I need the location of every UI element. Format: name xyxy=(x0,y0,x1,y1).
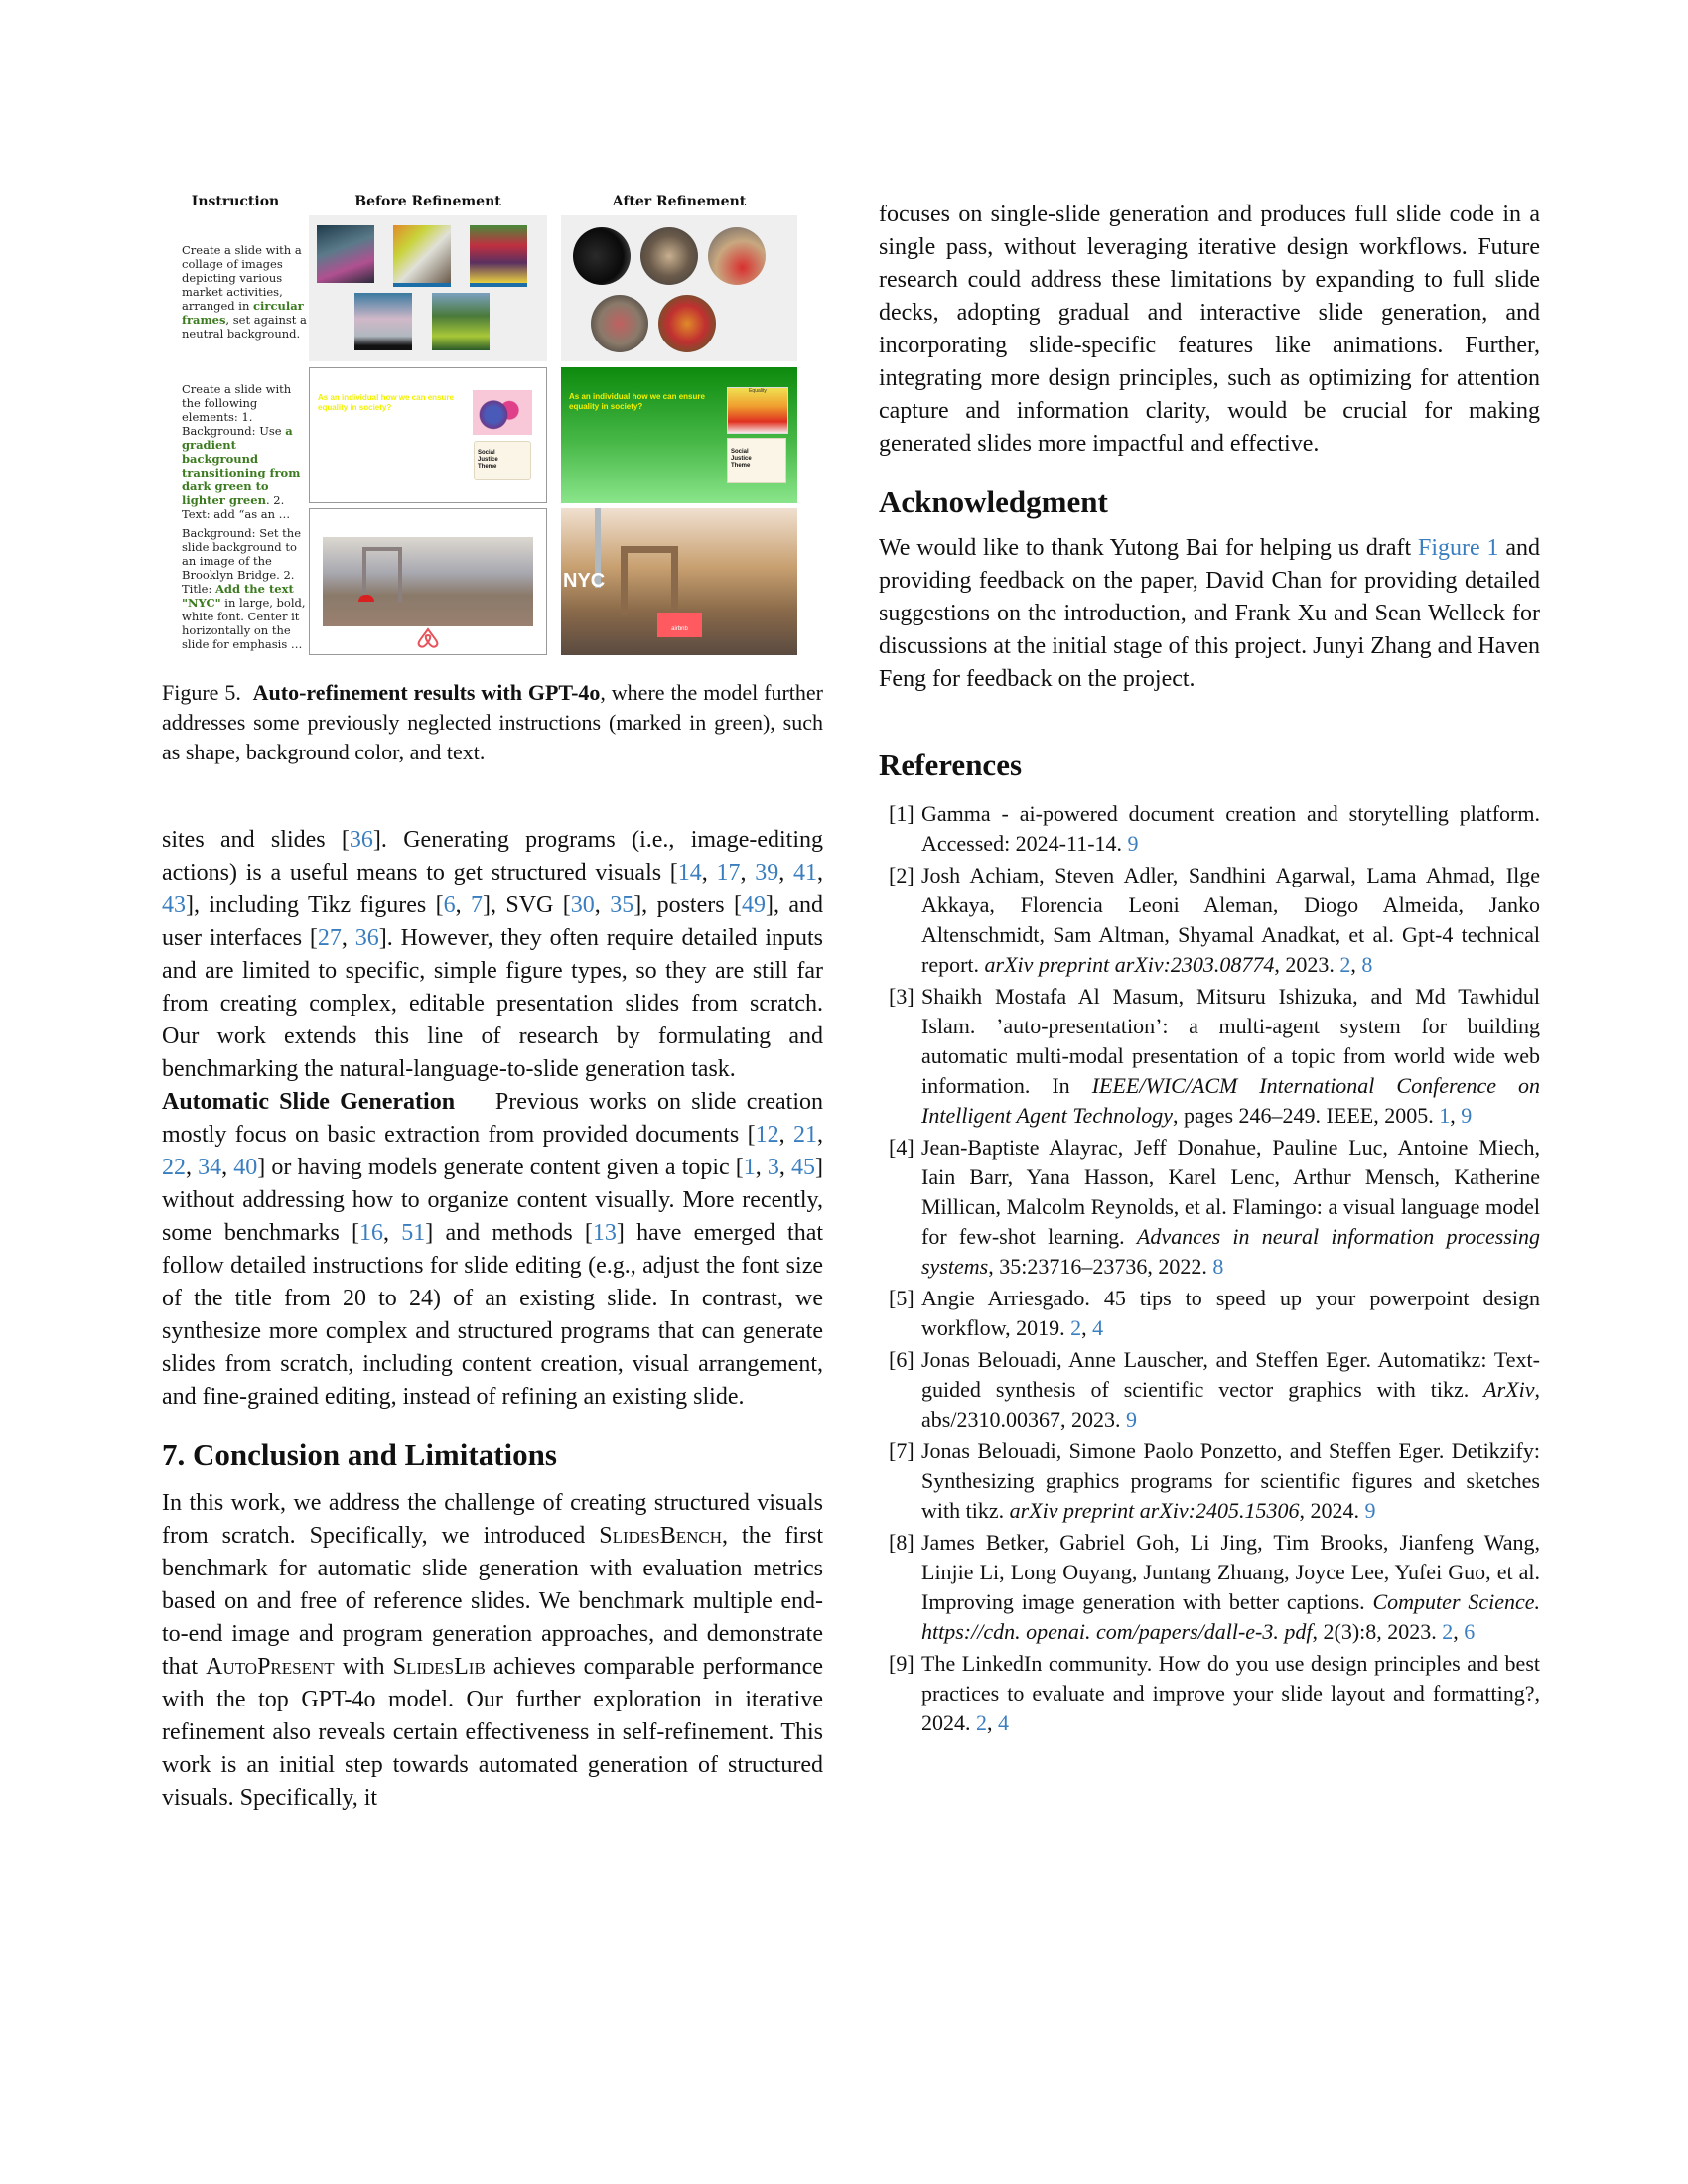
citation-link[interactable]: 49 xyxy=(741,892,766,918)
citation-link[interactable]: 14 xyxy=(677,860,702,886)
reference-number: [8] xyxy=(889,1530,914,1555)
reference-item: [9] The LinkedIn community. How do you use design principles and best practices to evaluate and improve your slide layout and formatting?, 2024. 2, 4 xyxy=(889,1651,1540,1735)
citation-link[interactable]: 40 xyxy=(233,1155,258,1180)
reference-item: [5] Angie Arriesgado. 45 tips to speed up your powerpoint design workflow, 2019. 2, 4 xyxy=(889,1286,1540,1340)
paragraph-conclusion: In this work, we address the challenge of creating structured visuals from scratch. Specifically, we introduced SlidesBench, the first benchmark for automatic slide generation with evaluation metrics based on and free of reference slides. We benchmark multiple end-to-end image and program generation approaches, and demonstrate that AutoPresent with SlidesLib achieves comparable performance with the top GPT-4o model. Our further exploration in iterative refinement also reveals certain effectiveness in self-refinement. This work is an initial step towards automated generation of structured visuals. Specifically, it xyxy=(162,1490,823,1811)
instruction-text: Background: Set the slide background to an image of the Brooklyn Bridge. 2. Title: xyxy=(182,526,301,596)
instruction-highlight: a gradient background transitioning from dark green to lighter green xyxy=(182,424,301,507)
reference-number: [4] xyxy=(889,1135,914,1160)
instruction-text: , set against a neutral background. xyxy=(182,313,307,341)
thumb-label: Social Justice Theme xyxy=(478,450,498,470)
figure-instruction-1 xyxy=(182,243,311,341)
market-photo xyxy=(354,293,412,350)
slide-before-equality xyxy=(309,367,547,503)
citation-link[interactable]: 9 xyxy=(1364,1498,1376,1523)
market-photo-circle xyxy=(658,295,716,352)
citation-link[interactable]: 7 xyxy=(470,892,483,918)
reference-number: [3] xyxy=(889,984,914,1009)
airbnb-logo-icon xyxy=(657,613,702,637)
citation-link[interactable]: 12 xyxy=(755,1122,779,1148)
citation-link[interactable]: 3 xyxy=(767,1155,779,1180)
market-photo xyxy=(432,293,490,350)
italic-text: arXiv preprint arXiv:2405.15306 xyxy=(1009,1498,1300,1523)
reference-number: [1] xyxy=(889,801,914,826)
figure-caption xyxy=(162,678,823,767)
citation-link[interactable]: 9 xyxy=(1461,1103,1473,1128)
citation-link[interactable]: 30 xyxy=(570,892,595,918)
paragraph-acknowledgment: We would like to thank Yutong Bai for helping us draft Figure 1 and providing feedback on the paper, David Chan for providing detailed suggestions on the introduction, and Frank Xu and Sean Welleck for discussions at the initial stage of this project. Junyi Zhang and Haven Feng for feedback on the project. xyxy=(879,535,1540,692)
citation-link[interactable]: 6 xyxy=(1464,1619,1476,1644)
reference-item: [6] Jonas Belouadi, Anne Lauscher, and Steffen Eger. Automatikz: Text-guided synthesis of scientific vector graphics with tikz. ArXiv, abs/2310.00367, 2023. 9 xyxy=(889,1347,1540,1432)
citation-link[interactable]: 6 xyxy=(443,892,456,918)
citation-link[interactable]: 2 xyxy=(976,1710,987,1735)
bridge-tower xyxy=(621,546,678,615)
caption-text: , where the model further addresses some previously neglected instructions (marked in green), such as shape, background color, and text. xyxy=(162,680,823,764)
citation-link[interactable]: 4 xyxy=(998,1710,1009,1735)
reference-item: [2] Josh Achiam, Steven Adler, Sandhini Agarwal, Lama Ahmad, Ilge Akkaya, Florencia Leoni Aleman, Diogo Almeida, Janko Altenschmidt, Sam Altman, Shyamal Anadkat, et al. Gpt-4 technical report. arXiv preprint arXiv:2303.08774, 2023. 2, 8 xyxy=(889,863,1540,977)
italic-text: Advances in neural information processing systems xyxy=(921,1224,1540,1279)
figure-header-instruction: Instruction xyxy=(191,194,280,209)
citation-link[interactable]: Figure 1 xyxy=(1417,535,1499,561)
citation-link[interactable]: 9 xyxy=(1127,831,1139,856)
acknowledgment-title: Acknowledgment xyxy=(879,484,1108,519)
reference-number: [6] xyxy=(889,1347,914,1372)
paragraph-heading: Automatic Slide Generation xyxy=(162,1089,456,1115)
slide-before-collage xyxy=(309,215,547,361)
instruction-text: in large, bold, white font. Center it horizontally on the slide for emphasis … xyxy=(182,596,306,651)
slide-after-collage xyxy=(561,215,797,361)
citation-link[interactable]: 2 xyxy=(1070,1315,1082,1340)
citation-link[interactable]: 4 xyxy=(1092,1315,1104,1340)
right-column xyxy=(879,199,1540,1740)
paragraph-body: Previous works on slide creation mostly focus on basic extraction from provided documents [12, 21, 22, 34, 40] or having models generate content given a topic [1, 3, 45] without addressing how to organize content visually. More recently, some benchmarks [16, 51] and methods [13] have emerged that follow detailed instructions for slide editing (e.g., adjust the font size of the title from 20 to 24) of an existing slide. In contrast, we synthesize more complex and structured programs that can generate slides from scratch, including content creation, visual arrangement, and fine-grained editing, instead of refining an existing slide. xyxy=(162,1089,824,1410)
logo-text: airbnb xyxy=(671,626,688,632)
reference-item: [7] Jonas Belouadi, Simone Paolo Ponzetto, and Steffen Eger. Detikzify: Synthesizing graphics programs for scientific figures and sketches with tikz. arXiv preprint arXiv:2405.15306, 2024. 9 xyxy=(889,1438,1540,1523)
social-justice-thumb xyxy=(474,441,531,480)
figure-5 xyxy=(162,194,823,660)
italic-text: arXiv preprint arXiv:2303.08774 xyxy=(984,952,1275,977)
citation-link[interactable]: 39 xyxy=(755,860,779,886)
system-name: SlidesLib xyxy=(392,1654,486,1680)
citation-link[interactable]: 2 xyxy=(1339,952,1351,977)
bridge-tower xyxy=(362,547,402,602)
citation-link[interactable]: 34 xyxy=(198,1155,222,1180)
italic-text: Computer Science. https://cdn. openai. com/papers/dall-e-3. pdf xyxy=(921,1589,1541,1644)
slide-before-nyc xyxy=(309,508,547,655)
reference-item: [8] James Betker, Gabriel Goh, Li Jing, Tim Brooks, Jianfeng Wang, Linjie Li, Long Ouyang, Juntang Zhuang, Joyce Lee, Yufei Guo, et al. Improving image generation with better captions. Computer Science. https://cdn. openai. com/papers/dall-e-3. pdf, 2(3):8, 2023. 2, 6 xyxy=(889,1530,1541,1644)
section-title: 7. Conclusion and Limitations xyxy=(162,1437,557,1472)
citation-link[interactable]: 35 xyxy=(610,892,634,918)
slide-title-nyc: NYC xyxy=(563,570,606,592)
reference-number: [2] xyxy=(889,863,914,887)
reference-item: [4] Jean-Baptiste Alayrac, Jeff Donahue, Pauline Luc, Antoine Miech, Iain Barr, Yana Hasson, Karel Lenc, Arthur Mensch, Katherine Millican, Malcolm Reynolds, et al. Flamingo: a visual language model for few-shot learning. Advances in neural information processing systems, 35:23716–23736, 2022. 8 xyxy=(889,1135,1540,1279)
citation-link[interactable]: 8 xyxy=(1361,952,1373,977)
figure-header-before: Before Refinement xyxy=(354,194,501,209)
citation-link[interactable]: 36 xyxy=(349,827,373,853)
red-umbrella xyxy=(358,595,374,602)
instruction-text: Create a slide with the following elements: 1. Background: Use xyxy=(182,382,292,438)
system-name: SlidesBench xyxy=(599,1523,723,1549)
slide-text: As an individual how we can ensure equality in society? xyxy=(569,392,705,411)
market-photo-circle xyxy=(708,227,766,285)
reference-number: [5] xyxy=(889,1286,914,1310)
reference-list xyxy=(879,799,1540,1738)
citation-link[interactable]: 17 xyxy=(716,860,741,886)
references-title: References xyxy=(879,748,1023,782)
citation-link[interactable]: 45 xyxy=(791,1155,816,1180)
citation-link[interactable]: 51 xyxy=(401,1220,426,1246)
paragraph-related-work: sites and slides [36]. Generating programs (i.e., image-editing actions) is a useful means to get structured visuals [14, 17, 39, 41, 43], including Tikz figures [6, 7], SVG [30, 35], posters [49], and user interfaces [27, 36]. However, they often require detailed inputs and are limited to specific, simple figure types, so they are still far from creating complex, editable presentation slides from scratch. Our work extends this line of research by formulating and benchmarking the natural-language-to-slide generation task. xyxy=(162,827,824,1082)
left-column xyxy=(162,824,823,1815)
caption-label: Figure 5. xyxy=(162,680,241,705)
citation-link[interactable]: 2 xyxy=(1442,1619,1454,1644)
slide-after-equality xyxy=(561,367,797,503)
market-photo xyxy=(393,225,451,287)
citation-link[interactable]: 41 xyxy=(793,860,817,886)
market-photo-circle xyxy=(573,227,631,285)
profile-illustration xyxy=(473,390,532,435)
citation-link[interactable]: 1 xyxy=(1439,1103,1451,1128)
citation-link[interactable]: 13 xyxy=(592,1220,617,1246)
reference-item: [3] Shaikh Mostafa Al Masum, Mitsuru Ishizuka, and Md Tawhidul Islam. ’auto-presentation’: a multi-agent system for building automatic multi-modal presentation of a topic from world wide web information. In IEEE/WIC/ACM International Conference on Intelligent Agent Technology, pages 246–249. IEEE, 2005. 1, 9 xyxy=(889,984,1540,1128)
citation-link[interactable]: 43 xyxy=(162,892,186,918)
citation-link[interactable]: 22 xyxy=(162,1155,186,1180)
instruction-highlight: Add the text "NYC" xyxy=(182,582,294,610)
reference-number: [7] xyxy=(889,1438,914,1463)
market-photo-circle xyxy=(591,295,648,352)
market-photo-circle xyxy=(640,227,698,285)
figure-instruction-2 xyxy=(182,382,311,521)
slide-after-nyc xyxy=(561,508,797,655)
italic-text: IEEE/WIC/ACM International Conference on Intelligent Agent Technology xyxy=(921,1073,1540,1128)
instruction-text: . 2. Text: add “as an … xyxy=(182,493,291,521)
market-photo xyxy=(470,225,527,287)
social-justice-thumb xyxy=(727,438,786,483)
reference-item: [1] Gamma - ai-powered document creation and storytelling platform. Accessed: 2024-11-14. 9 xyxy=(889,801,1540,856)
instruction-text: Create a slide with a collage of images depicting various market activities, arranged in xyxy=(182,243,302,313)
figure-instruction-3 xyxy=(182,526,311,651)
airbnb-logo-icon xyxy=(413,626,443,648)
brooklyn-bridge-painting xyxy=(323,537,533,626)
italic-text: ArXiv xyxy=(1483,1377,1535,1402)
citation-link[interactable]: 9 xyxy=(1125,1407,1137,1432)
instruction-highlight: circular frames xyxy=(182,299,304,327)
citation-link[interactable]: 21 xyxy=(793,1122,818,1148)
thumb-label: Social Justice Theme xyxy=(731,449,752,469)
equality-poster xyxy=(727,387,788,434)
slide-text: As an individual how we can ensure equality in society? xyxy=(318,393,454,412)
caption-title: Auto-refinement results with GPT-4o xyxy=(252,680,601,705)
system-name: AutoPresent xyxy=(206,1654,335,1680)
citation-link[interactable]: 1 xyxy=(743,1155,756,1180)
citation-link[interactable]: 36 xyxy=(354,925,379,951)
paragraph-automatic-slide-generation xyxy=(162,1086,823,1414)
figure-header-after: After Refinement xyxy=(612,194,747,209)
market-photo xyxy=(317,225,374,283)
citation-link[interactable]: 16 xyxy=(359,1220,384,1246)
citation-link[interactable]: 27 xyxy=(317,925,342,951)
reference-number: [9] xyxy=(889,1651,914,1676)
citation-link[interactable]: 8 xyxy=(1212,1254,1224,1279)
paragraph-limitations: focuses on single-slide generation and produces full slide code in a single pass, without leveraging iterative design workflows. Future research could address these limitations by expanding to full slide decks, adopting gradual and interactive slide generation, and incorporating slide-specific features like animations. Further, integrating more design principles, such as optimizing for attention capture and information clarity, would be crucial for making generated slides more impactful and effective. xyxy=(879,202,1540,457)
poster-label: Equality xyxy=(749,388,767,394)
